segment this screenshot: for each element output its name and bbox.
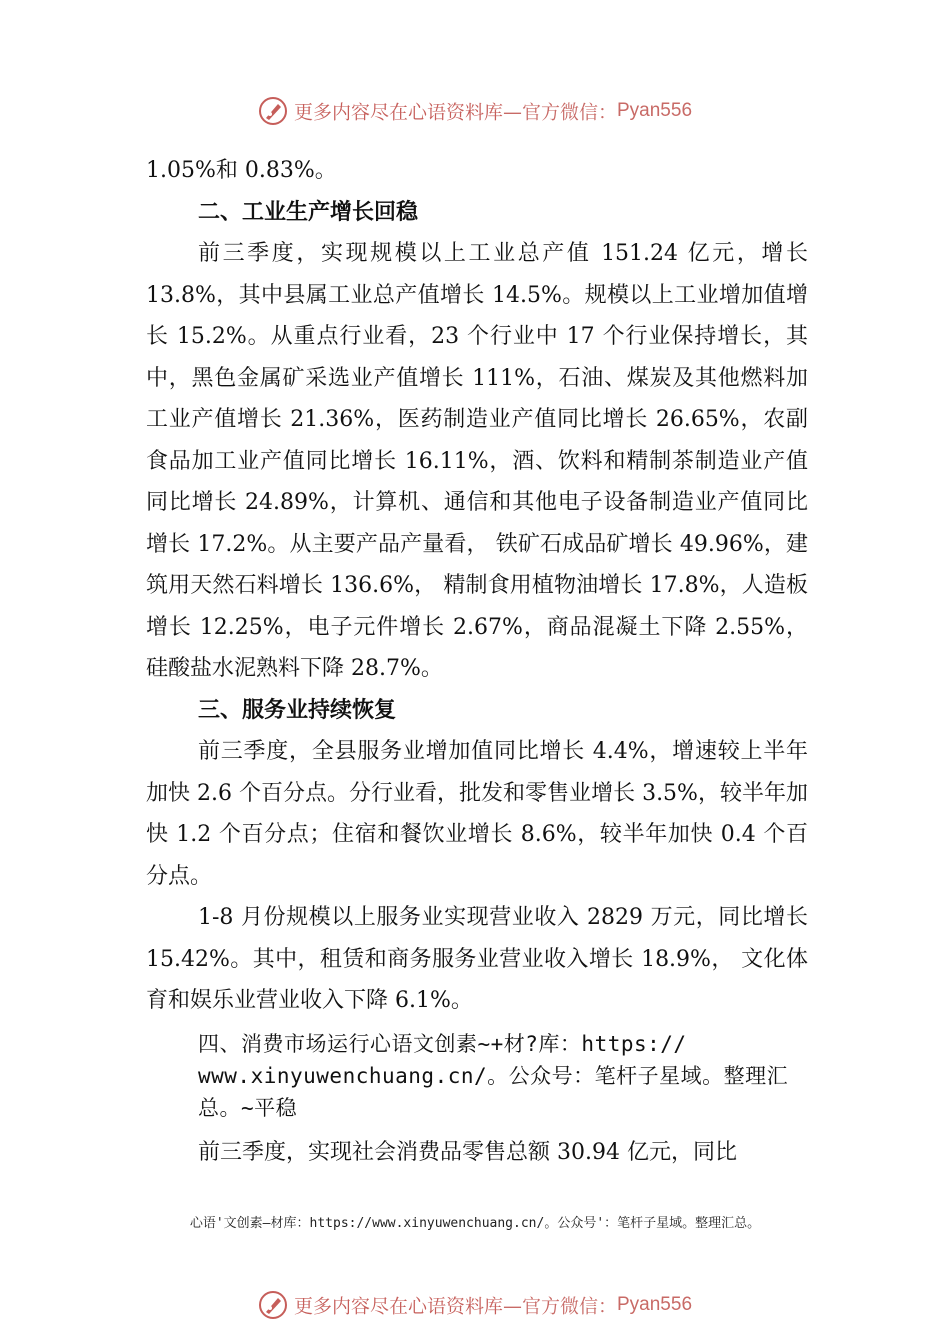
- banner-text-id: Pyan556: [617, 1294, 693, 1315]
- banner-text-main: 更多内容尽在心语资料库: [293, 1295, 503, 1318]
- paragraph-services-2: 1-8 月份规模以上服务业实现营业收入 2829 万元，同比增长 15.42%。其中，租赁和商务服务业营业收入增长 18.9%， 文化体育和娱乐业营业收入下降 6.1%。: [146, 905, 808, 1013]
- section-heading-consumption: 四、消费市场运行心语文创素~+材?库：https:// www.xinyuwenchuang.cn/。公众号：笔杆子星域。整理汇总。~平稳: [198, 1031, 789, 1120]
- paragraph-consumption: 前三季度，实现社会消费品零售总额 30.94 亿元，同比: [198, 1139, 737, 1165]
- paragraph-services-1: 前三季度，全县服务业增加值同比增长 4.4%，增速较上半年加快 2.6 个百分点。分行业看，批发和零售业增长 3.5%，较半年加快 1.2 个百分点；住宿和餐饮业增长 8.6%，较半年加快 0.4 个百分点。: [146, 739, 808, 889]
- banner-text-wechat: —官方微信：: [502, 101, 617, 124]
- paragraph-industry: 前三季度，实现规模以上工业总产值 151.24 亿元，增长 13.8%，其中县属工业总产值增长 14.5%。规模以上工业增加值增长 15.2%。从重点行业看，23 个行业中 17 个行业保持增长，其中，黑色金属矿采选业产值增长 111%，石油、煤炭及其他燃料加工业产值增长 21.36%，医药制造业产值同比增长 26.65%，农副食品加工业产值同比增长 16.11%，酒、饮料和精制茶制造业产值同比增长 24.89%，计算机、通信和其他电子设备制造业产值同比增长 17.2%。从主要产品产量看， 铁矿石成品矿增长 49.96%，建筑用天然石料增长 136.6%， 精制食用植物油增长 17.8%，人造板增长 12.25%，电子元件增长 2.67%，商品混凝土下降 2.55%，硅酸盐水泥熟料下降 28.7%。: [146, 241, 808, 681]
- footer-watermark-banner: [0, 1290, 950, 1320]
- header-watermark-banner: [0, 96, 950, 126]
- banner-text-wechat: —官方微信：: [502, 1295, 617, 1318]
- document-body: [146, 150, 808, 1173]
- section-heading-services: 三、服务业持续恢复: [198, 697, 397, 723]
- pen-nib-logo-icon: [258, 1290, 288, 1320]
- banner-text-main: 更多内容尽在心语资料库: [293, 101, 503, 124]
- paragraph-fragment: 1.05%和 0.83%。: [146, 158, 337, 183]
- pen-nib-logo-icon: [258, 96, 288, 126]
- footer-watermark-note: 心语'文创素—材库：https://www.xinyuwenchuang.cn/。公众号'：笔杆子星域。整理汇总。: [189, 1216, 761, 1231]
- section-heading-industry: 二、工业生产增长回稳: [198, 199, 419, 225]
- banner-text-id: Pyan556: [617, 100, 693, 121]
